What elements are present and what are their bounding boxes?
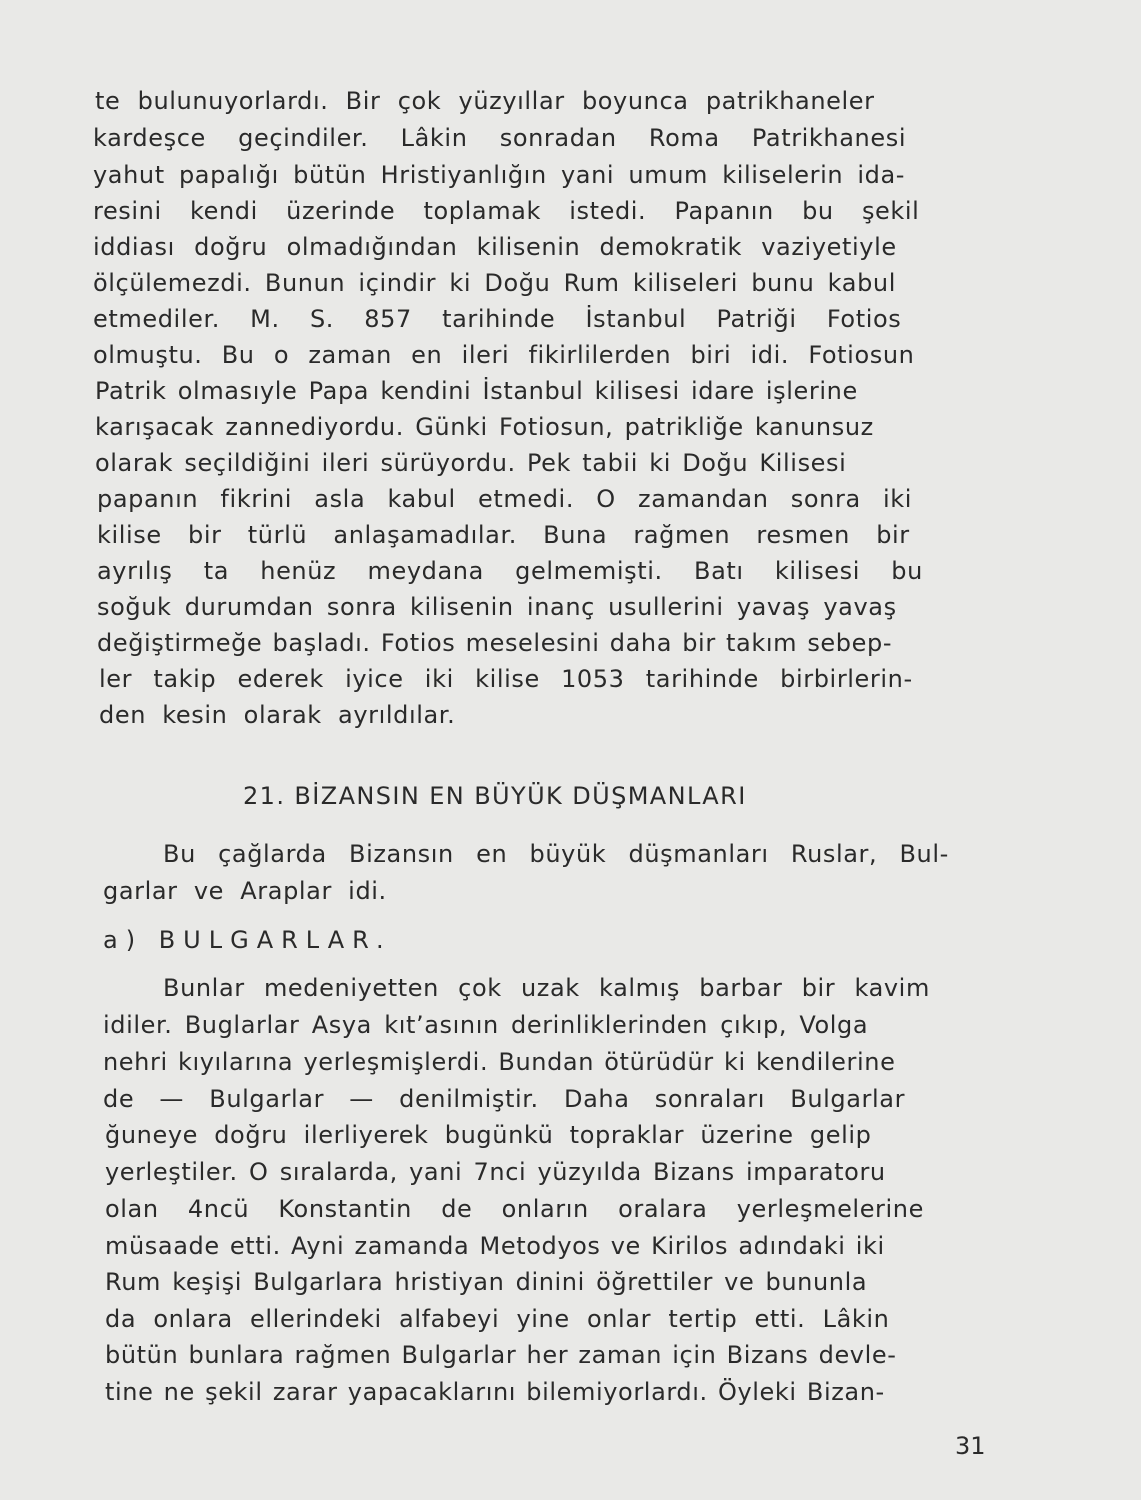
paragraph-1-line: etmediler. M. S. 857 tarihinde İstanbul Patriği Fotios — [93, 305, 902, 333]
paragraph-3-line: yerleştiler. O sıralarda, yani 7nci yüzyılda Bizans imparatoru — [105, 1158, 886, 1186]
paragraph-1-line: den kesin olarak ayrıldılar. — [99, 701, 456, 729]
paragraph-1-line: karışacak zannediyordu. Günki Fotiosun, patrikliğe kanunsuz — [95, 413, 874, 441]
paragraph-3-line: idiler. Buglarlar Asya kıt’asının derinliklerinden çıkıp, Volga — [103, 1011, 869, 1039]
paragraph-1-line: papanın fikrini asla kabul etmedi. O zamandan sonra iki — [97, 485, 913, 513]
paragraph-2-line: garlar ve Araplar idi. — [103, 877, 387, 905]
paragraph-1-line: değiştirmeğe başladı. Fotios meselesini daha bir takım sebep- — [97, 629, 893, 657]
paragraph-2-line: Bu çağlarda Bizansın en büyük düşmanları Ruslar, Bul- — [163, 840, 949, 868]
paragraph-1-line: yahut papalığı bütün Hristiyanlığın yani umum kiliselerin ida- — [93, 161, 906, 189]
paragraph-1-line: olmuştu. Bu o zaman en ileri fikirlilerden biri idi. Fotiosun — [93, 341, 915, 369]
paragraph-1-line: te bulunuyorlardı. Bir çok yüzyıllar boyunca patrikhaneler — [95, 87, 875, 115]
paragraph-3-line: da onlara ellerindeki alfabeyi yine onlar tertip etti. Lâkin — [105, 1305, 890, 1333]
paragraph-1-line: ler takip ederek iyice iki kilise 1053 tarihinde birbirlerin- — [99, 665, 913, 693]
paragraph-3-line: müsaade etti. Ayni zamanda Metodyos ve Kirilos adındaki iki — [105, 1232, 885, 1260]
paragraph-1-line: soğuk durumdan sonra kilisenin inanç usullerini yavaş yavaş — [97, 593, 897, 621]
paragraph-1-line: ayrılış ta henüz meydana gelmemişti. Batı kilisesi bu — [97, 557, 923, 585]
paragraph-3-line: Rum keşişi Bulgarlara hristiyan dinini öğrettiler ve bununla — [105, 1268, 868, 1296]
paragraph-3-line: ğuneye doğru ilerliyerek bugünkü topraklar üzerine gelip — [105, 1121, 872, 1149]
paragraph-1-line: kilise bir türlü anlaşamadılar. Buna rağmen resmen bir — [97, 521, 910, 549]
paragraph-1-line: iddiası doğru olmadığından kilisenin demokratik vaziyetiyle — [93, 233, 897, 261]
paragraph-1-line: olarak seçildiğini ileri sürüyordu. Pek tabii ki Doğu Kilisesi — [95, 449, 847, 477]
paragraph-3-line: Bunlar medeniyetten çok uzak kalmış barbar bir kavim — [163, 974, 930, 1002]
paragraph-1-line: kardeşce geçindiler. Lâkin sonradan Roma Patrikhanesi — [93, 124, 907, 152]
paragraph-3-line: tine ne şekil zarar yapacaklarını bilemiyorlardı. Öyleki Bizan- — [105, 1378, 885, 1406]
paragraph-3-line: bütün bunlara rağmen Bulgarlar her zaman için Bizans devle- — [105, 1341, 897, 1369]
section-heading: 21. BİZANSIN EN BÜYÜK DÜŞMANLARI — [243, 782, 747, 810]
paragraph-1-line: resini kendi üzerinde toplamak istedi. Papanın bu şekil — [93, 197, 920, 225]
paragraph-3-line: nehri kıyılarına yerleşmişlerdi. Bundan ötürüdür ki kendilerine — [103, 1048, 896, 1076]
paragraph-3-line: olan 4ncü Konstantin de onların oralara yerleşmelerine — [105, 1195, 924, 1223]
paragraph-1-line: Patrik olmasıyle Papa kendini İstanbul kilisesi idare işlerine — [95, 377, 858, 405]
page-number: 31 — [955, 1432, 986, 1460]
paragraph-3-line: de — Bulgarlar — denilmiştir. Daha sonraları Bulgarlar — [103, 1085, 906, 1113]
subheading: a) BULGARLAR. — [103, 926, 392, 954]
paragraph-1-line: ölçülemezdi. Bunun içindir ki Doğu Rum kiliseleri bunu kabul — [93, 269, 896, 297]
